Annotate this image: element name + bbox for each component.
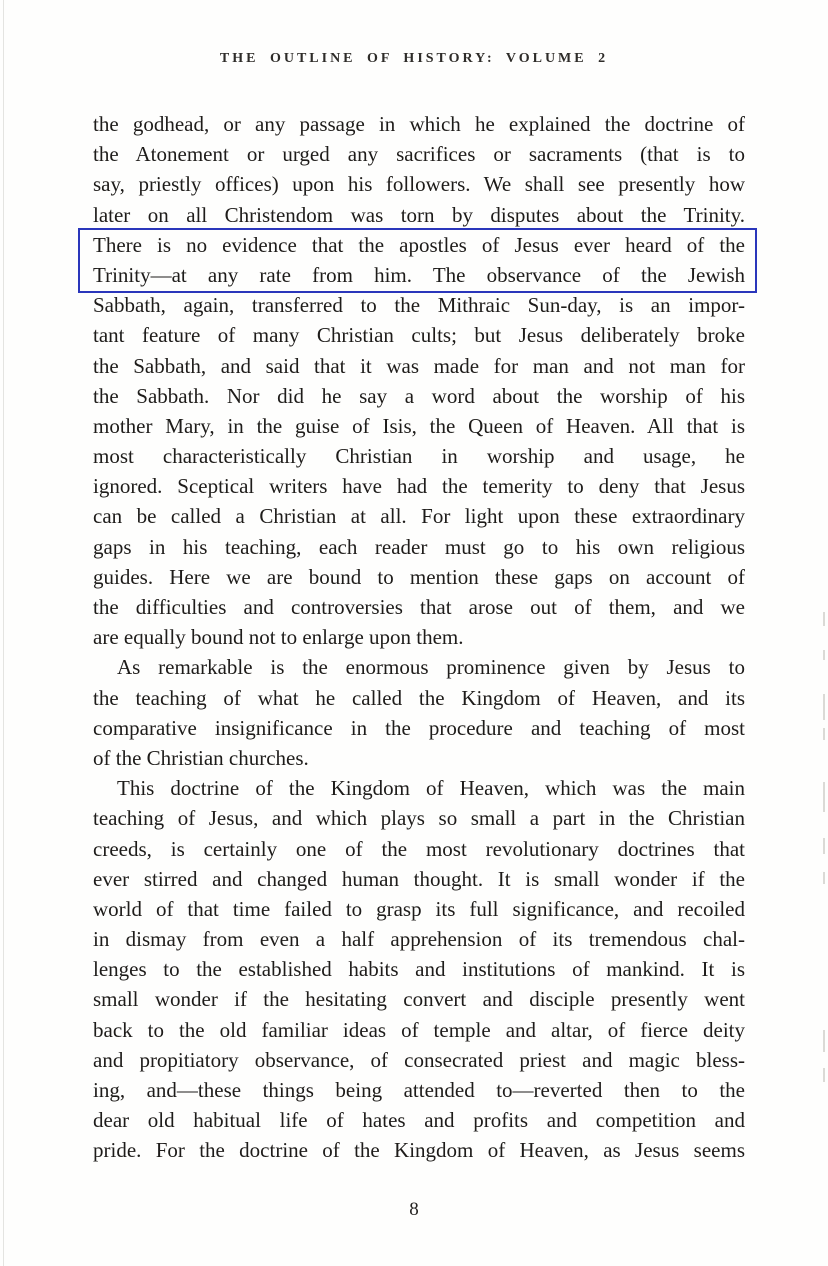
text-line: comparative insignificance in the procedure and teaching of most [93, 715, 745, 740]
text-line: Trinity—at any rate from him. The observance of the Jewish [93, 262, 745, 287]
text-line: the Atonement or urged any sacrifices or sacraments (that is to [93, 142, 745, 167]
scan-artifact [823, 650, 825, 660]
text-line: of the Christian churches. [93, 745, 309, 770]
text-line: mother Mary, in the guise of Isis, the Queen of Heaven. All that is [93, 413, 745, 438]
text-line: creeds, is certainly one of the most revolutionary doctrines that [93, 836, 745, 861]
text-line: tant feature of many Christian cults; but Jesus deliberately broke [93, 323, 745, 348]
text-line: Sabbath, again, transferred to the Mithraic Sun-day, is an impor- [93, 293, 745, 318]
text-line: pride. For the doctrine of the Kingdom of Heaven, as Jesus seems [93, 1138, 745, 1163]
scan-artifact [823, 612, 825, 626]
text-line: teaching of Jesus, and which plays so small a part in the Christian [93, 806, 745, 831]
text-line: world of that time failed to grasp its full significance, and recoiled [93, 896, 745, 921]
running-head: THE OUTLINE OF HISTORY: VOLUME 2 [219, 51, 609, 66]
text-line: guides. Here we are bound to mention these gaps on account of [93, 564, 745, 589]
body-text [93, 109, 745, 1166]
text-line: small wonder if the hesitating convert and disciple presently went [93, 987, 745, 1012]
text-line: ing, and—these things being attended to—reverted then to the [93, 1078, 745, 1102]
text-line: the Sabbath, and said that it was made for man and not man for [93, 353, 745, 378]
text-line: are equally bound not to enlarge upon them. [93, 625, 464, 650]
page-number: 8 [409, 1199, 419, 1220]
scan-artifact [823, 728, 825, 740]
text-line: the Sabbath. Nor did he say a word about the worship of his [93, 383, 745, 408]
text-line: ever stirred and changed human thought. It is small wonder if the [93, 866, 745, 891]
scan-artifact [823, 838, 825, 854]
page-scan-edge [3, 0, 4, 1266]
text-line: and propitiatory observance, of consecrated priest and magic bless- [93, 1047, 745, 1072]
text-line: dear old habitual life of hates and profits and competition and [93, 1108, 745, 1133]
scan-artifact [823, 872, 825, 884]
text-line: most characteristically Christian in worship and usage, he [93, 444, 745, 469]
text-line: gaps in his teaching, each reader must go to his own religious [93, 534, 745, 559]
text-line: ignored. Sceptical writers have had the temerity to deny that Jesus [93, 474, 745, 499]
scan-artifact [823, 782, 825, 812]
text-line: lenges to the established habits and institutions of mankind. It is [93, 957, 745, 982]
text-line: back to the old familiar ideas of temple and altar, of fierce deity [93, 1017, 745, 1042]
text-line: the difficulties and controversies that arose out of them, and we [93, 595, 745, 619]
text-line: There is no evidence that the apostles of Jesus ever heard of the [93, 232, 745, 257]
scan-artifact [823, 694, 825, 720]
text-line: As remarkable is the enormous prominence given by Jesus to [117, 655, 745, 680]
text-line: later on all Christendom was torn by disputes about the Trinity. [93, 202, 745, 227]
text-line: the godhead, or any passage in which he explained the doctrine of [93, 112, 745, 136]
text-line: the teaching of what he called the Kingdom of Heaven, and its [93, 685, 745, 710]
text-line: in dismay from even a half apprehension of its tremendous chal- [93, 927, 745, 952]
text-line: This doctrine of the Kingdom of Heaven, which was the main [117, 776, 745, 801]
scan-artifact [823, 1030, 825, 1052]
text-line: can be called a Christian at all. For light upon these extraordinary [93, 504, 745, 529]
scan-artifact [823, 1068, 825, 1082]
text-line: say, priestly offices) upon his followers. We shall see presently how [93, 172, 745, 197]
